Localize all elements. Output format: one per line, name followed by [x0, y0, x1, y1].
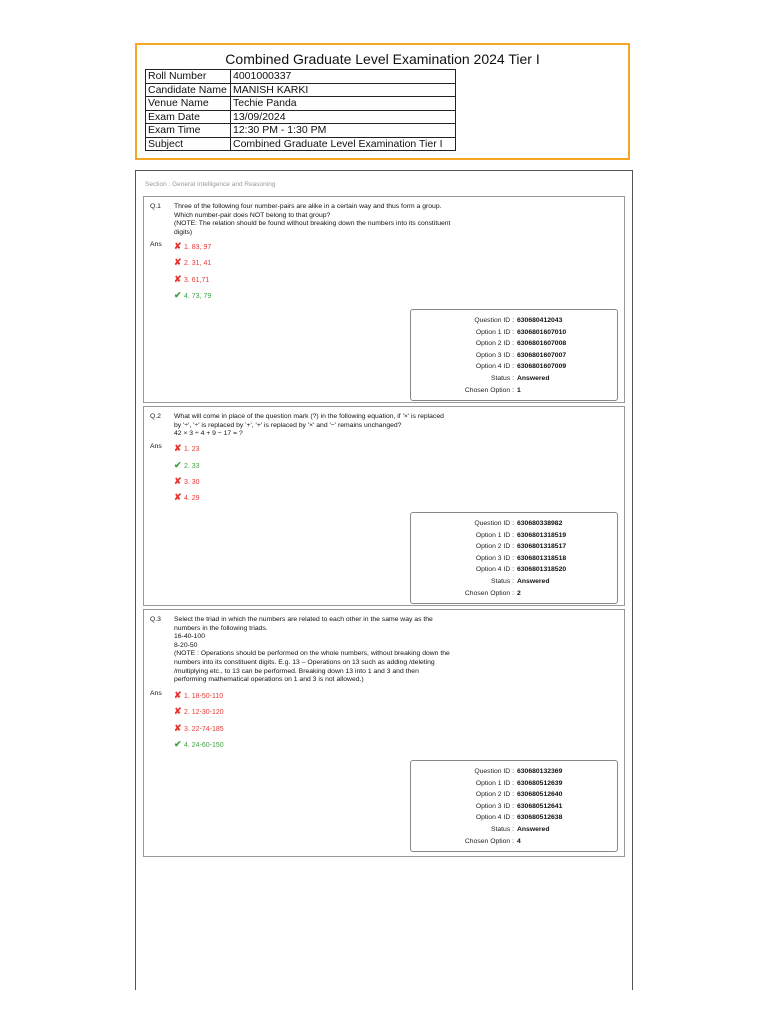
info-value: Combined Graduate Level Examination Tier I — [231, 137, 456, 151]
meta-row — [411, 361, 617, 373]
option-text: 3. 22-74-185 — [184, 726, 224, 733]
question-line: numbers into its constituent digits. E.g. 13 – Operations on 13 such as adding /deleting — [174, 658, 435, 666]
option-correct — [174, 739, 224, 750]
meta-key: Option 1 ID : — [475, 531, 514, 539]
meta-key: Option 4 ID : — [475, 814, 514, 822]
answer-label: Ans — [150, 690, 162, 697]
meta-key: Option 2 ID : — [475, 543, 514, 551]
meta-key: Option 3 ID : — [475, 351, 514, 359]
question-line: 16-40-100 — [174, 633, 205, 641]
answer-label: Ans — [150, 443, 162, 450]
meta-row — [411, 385, 617, 397]
option-wrong — [174, 706, 224, 717]
meta-row — [411, 588, 617, 600]
option-text: 2. 31, 41 — [184, 260, 212, 267]
meta-value: Answered — [517, 825, 550, 833]
option-wrong — [174, 241, 211, 252]
meta-row — [411, 518, 617, 530]
info-value: 12:30 PM - 1:30 PM — [231, 124, 456, 138]
meta-value: 630680512640 — [517, 791, 563, 799]
meta-value: 6306801318520 — [517, 566, 567, 574]
option-wrong — [174, 274, 209, 285]
meta-key: Option 2 ID : — [475, 791, 514, 799]
meta-key: Option 2 ID : — [475, 340, 514, 348]
meta-row — [411, 315, 617, 327]
option-text: 3. 61,71 — [184, 277, 210, 284]
meta-row — [411, 766, 617, 778]
question-line: What will come in place of the question mark (?) in the following equation, if '×' is replaced — [174, 413, 444, 420]
meta-row — [411, 836, 617, 848]
info-key: Exam Time — [146, 124, 231, 138]
meta-key: Option 1 ID : — [475, 328, 514, 336]
meta-row — [411, 812, 617, 824]
cross-icon: ✘ — [174, 690, 182, 700]
cross-icon: ✘ — [174, 274, 182, 284]
meta-value: 6306801318518 — [517, 554, 567, 562]
meta-key: Option 4 ID : — [475, 363, 514, 371]
meta-value: 630680512641 — [517, 802, 563, 810]
meta-value: 630680132369 — [517, 768, 563, 775]
meta-key: Question ID : — [474, 520, 514, 527]
meta-row — [411, 801, 617, 813]
meta-value: 6306801318519 — [517, 531, 567, 539]
option-wrong — [174, 443, 200, 454]
info-key: Candidate Name — [146, 83, 231, 97]
info-row — [146, 70, 456, 84]
option-text: 3. 30 — [184, 479, 200, 486]
option-text: 4. 73, 79 — [184, 293, 212, 300]
meta-key: Option 3 ID : — [475, 802, 514, 810]
info-key: Venue Name — [146, 97, 231, 111]
meta-row — [411, 576, 617, 588]
meta-row — [411, 530, 617, 542]
meta-key: Status : — [490, 577, 514, 585]
meta-key: Chosen Option : — [464, 386, 514, 394]
question-line: Which number-pair does NOT belong to that group? — [174, 211, 331, 219]
question-line: (NOTE: The relation should be found without breaking down the numbers into its constituent — [174, 220, 451, 228]
meta-row — [411, 350, 617, 362]
option-text: 1. 18-50-110 — [184, 693, 224, 700]
cross-icon: ✘ — [174, 241, 182, 251]
cross-icon: ✘ — [174, 706, 182, 716]
option-text: 2. 33 — [184, 463, 200, 470]
check-icon: ✔ — [174, 290, 182, 300]
option-text: 2. 12-30-120 — [184, 709, 224, 716]
question-text — [174, 413, 494, 439]
info-row — [146, 124, 456, 138]
meta-value: Answered — [517, 374, 550, 382]
meta-key: Chosen Option : — [464, 837, 514, 845]
meta-value: 6306801607009 — [517, 363, 567, 371]
meta-value: 6306801607007 — [517, 351, 567, 359]
meta-key: Question ID : — [474, 768, 514, 775]
question-block — [143, 609, 625, 857]
meta-row — [411, 564, 617, 576]
option-wrong — [174, 690, 223, 701]
question-text — [174, 616, 494, 685]
meta-value: 2 — [517, 589, 521, 597]
meta-row — [411, 338, 617, 350]
question-text — [174, 203, 494, 237]
question-line: Select the triad in which the numbers are related to each other in the same way as the — [174, 616, 433, 623]
cross-icon: ✘ — [174, 443, 182, 453]
meta-value: 4 — [517, 837, 521, 845]
meta-value: 6306801318517 — [517, 543, 567, 551]
answer-label: Ans — [150, 241, 162, 248]
option-correct — [174, 290, 211, 301]
meta-key: Question ID : — [474, 317, 514, 324]
cross-icon: ✘ — [174, 723, 182, 733]
question-meta-box — [410, 512, 618, 604]
meta-key: Option 3 ID : — [475, 554, 514, 562]
exam-header — [135, 43, 630, 160]
question-number: Q.1 — [150, 203, 161, 210]
info-row — [146, 137, 456, 151]
meta-row — [411, 327, 617, 339]
info-key: Exam Date — [146, 110, 231, 124]
meta-value: 630680512639 — [517, 779, 563, 787]
question-number: Q.2 — [150, 413, 161, 420]
meta-value: 630680338982 — [517, 520, 563, 527]
meta-value: 6306801607008 — [517, 340, 567, 348]
meta-value: Answered — [517, 577, 550, 585]
meta-key: Chosen Option : — [464, 589, 514, 597]
question-meta-box — [410, 760, 618, 852]
info-row — [146, 110, 456, 124]
option-wrong — [174, 492, 200, 503]
meta-row — [411, 824, 617, 836]
response-sheet — [135, 170, 633, 990]
meta-row — [411, 541, 617, 553]
option-text: 1. 23 — [184, 446, 200, 453]
question-number: Q.3 — [150, 616, 161, 623]
option-text: 4. 24-60-150 — [184, 742, 224, 749]
info-row — [146, 83, 456, 97]
question-line: performing mathematical operations on 1 and 3 is not allowed.) — [174, 676, 364, 684]
meta-key: Status : — [490, 374, 514, 382]
option-wrong — [174, 257, 211, 268]
question-line: (NOTE : Operations should be performed on the whole numbers, without breaking down the — [174, 650, 450, 658]
meta-value: 630680512638 — [517, 814, 563, 822]
info-value: 4001000337 — [231, 70, 456, 84]
section-label: Section : General Intelligence and Reasoning — [145, 181, 276, 188]
option-text: 4. 29 — [184, 495, 200, 502]
option-wrong — [174, 476, 200, 487]
info-key: Subject — [146, 137, 231, 151]
info-value: Techie Panda — [231, 97, 456, 111]
cross-icon: ✘ — [174, 257, 182, 267]
question-block — [143, 196, 625, 403]
question-line: numbers in the following triads. — [174, 624, 268, 632]
exam-title: Combined Graduate Level Examination 2024 Tier I — [225, 51, 540, 67]
question-line: by '÷', '÷' is replaced by '+', '+' is replaced by '×' and '−' remains unchanged? — [174, 421, 402, 429]
candidate-info-table — [145, 69, 456, 151]
meta-key: Option 1 ID : — [475, 779, 514, 787]
meta-row — [411, 553, 617, 565]
info-value: MANISH KARKI — [231, 83, 456, 97]
meta-row — [411, 778, 617, 790]
option-correct — [174, 460, 200, 471]
meta-key: Status : — [490, 825, 514, 833]
meta-row — [411, 789, 617, 801]
info-key: Roll Number — [146, 70, 231, 84]
meta-value: 1 — [517, 386, 521, 394]
question-line: Three of the following four number-pairs are alike in a certain way and thus form a group. — [174, 203, 442, 210]
question-line: 42 × 3 ÷ 4 + 9 − 17 = ? — [174, 430, 243, 438]
info-row — [146, 97, 456, 111]
question-block — [143, 406, 625, 606]
option-wrong — [174, 723, 224, 734]
meta-value: 630680412043 — [517, 317, 563, 324]
meta-key: Option 4 ID : — [475, 566, 514, 574]
check-icon: ✔ — [174, 739, 182, 749]
cross-icon: ✘ — [174, 492, 182, 502]
meta-row — [411, 373, 617, 385]
check-icon: ✔ — [174, 460, 182, 470]
question-meta-box — [410, 309, 618, 401]
question-line: /multiplying etc., to 13 can be performed. Breaking down 13 into 1 and 3 and then — [174, 667, 419, 675]
meta-value: 6306801607010 — [517, 328, 567, 336]
option-text: 1. 83, 97 — [184, 244, 212, 251]
question-line: digits) — [174, 228, 193, 236]
question-line: 8-20-50 — [174, 641, 198, 649]
info-value: 13/09/2024 — [231, 110, 456, 124]
cross-icon: ✘ — [174, 476, 182, 486]
